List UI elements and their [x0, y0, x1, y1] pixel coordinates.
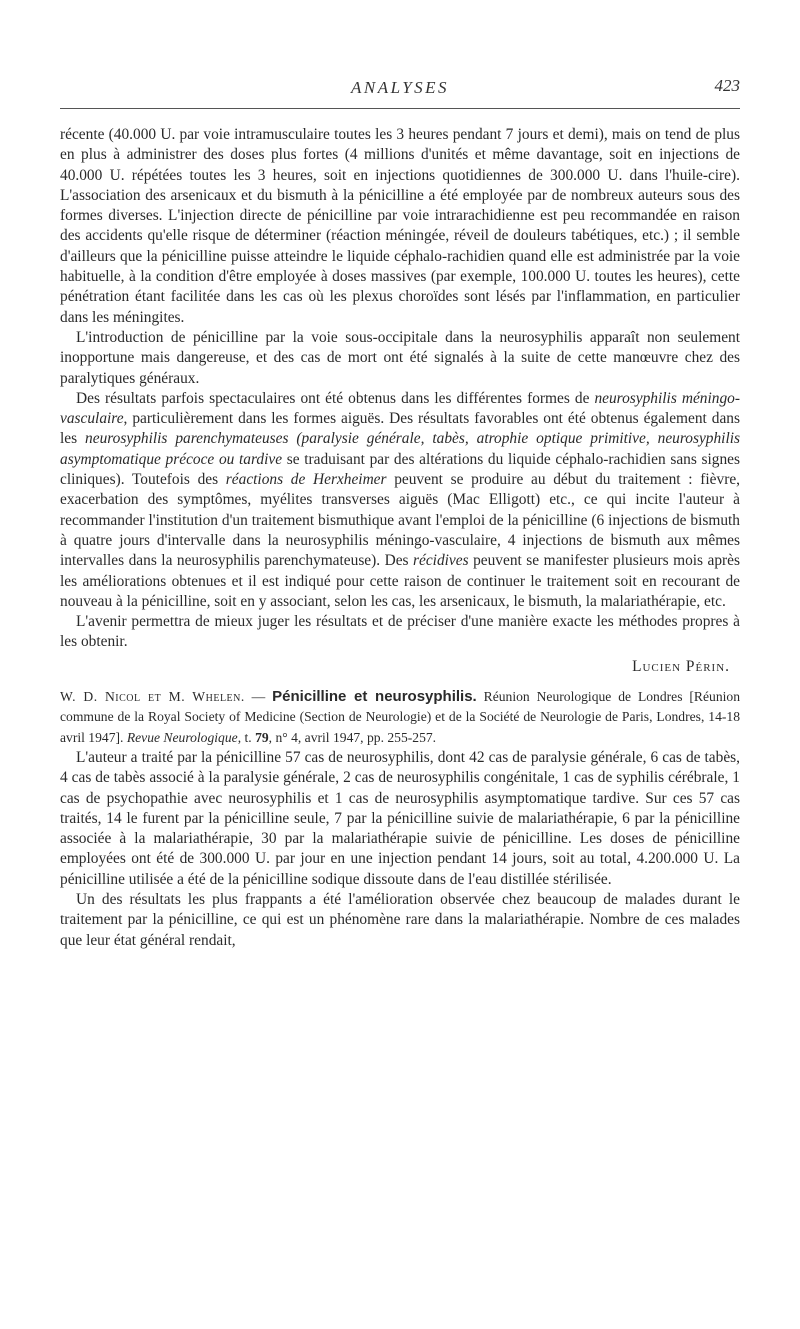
italic-term: récidives: [413, 552, 469, 570]
paragraph: [60, 612, 740, 653]
running-title: ANALYSES: [350, 78, 450, 97]
running-head: [60, 72, 740, 102]
italic-term: réactions de Herxheimer: [225, 471, 387, 489]
paragraph: [60, 748, 740, 890]
text-run: , particulièrement dans les formes aiguës. Des résultats favorables ont été obtenus également dans les: [60, 410, 740, 448]
italic-term: neurosyphilis méningo-vasculaire: [60, 389, 740, 428]
page-number: 423: [714, 76, 740, 95]
reference-authors: W. D. Nicol et M. Whelen.: [60, 689, 245, 705]
paragraph: [60, 890, 740, 951]
author-signature: Lucien Périn.: [632, 657, 730, 675]
italic-term: neurosyphilis parenchymateuses (paralysie générale, tabès, atrophie optique primitive, neurosyphilis asymptomatique précoce ou tardive: [60, 430, 740, 468]
header-rule: [60, 108, 740, 109]
reference-meeting: Réunion Neurologique de Londres [Réunion commune de la Royal Society of Medicine (Section de Neurologie) et de la Société de Neurologie de Paris, Londres, 14-18 avril 1947].: [60, 689, 740, 745]
text-run: récente (40.000 U. par voie intramusculaire toutes les 3 heures pendant 7 jours et demi), mais on tend de plus en plus à administrer des doses plus fortes (4 millions d'unités et même davantage, soit en injections de 40.000 U. répétées toutes les 3 heures, soit en injections quotidiennes de 300.000 U. dans l'huile-cire). L'association des arsenicaux et du bismuth à la pénicilline a été employée par de nombreux auteurs sous des formes diverses. L'injection directe de pénicilline par voie intrarachidienne est peu recommandée en raison des accidents qu'elle risque de déterminer (réaction méningée, réveil de douleurs tabétiques, etc.) ; il semble d'ailleurs que la pénicilline puisse atteindre le liquide céphalo-rachidien quand elle est administrée par la voie habituelle, à la condition d'être employée à doses massives (par exemple, 100.000 U. toutes les heures), cette pénétration étant facilitée dans les cas où les plexus choroïdes sont lésés par l'inflammation, en particulier dans les méningites.: [60, 126, 740, 326]
reference-volume-prefix: , t.: [237, 729, 256, 745]
text-run: se traduisant par des altérations du liquide céphalo-rachidien sans signes cliniques). Toutefois des: [60, 450, 740, 489]
text-run: peuvent se manifester plusieurs mois après les améliorations obtenues et il est indiqué pour cette raison de continuer le traitement soit en recourant de nouveau à la pénicilline, soit en y associant, selon les cas, les arsenicaux, le bismuth, la malariathérapie, etc.: [60, 552, 740, 610]
paragraph: [60, 125, 740, 328]
reference-issue-pages: , n° 4, avril 1947, pp. 255-257.: [268, 729, 437, 745]
reference-dash: —: [244, 689, 273, 705]
text-run: Un des résultats les plus frappants a été l'amélioration observée chez beaucoup de malades durant le traitement par la pénicilline, ce qui est un phénomène rare dans la malariathérapie. Nombre de ces malades que leur état général rendait,: [60, 890, 740, 949]
reference-volume: 79: [255, 729, 269, 745]
text-run: L'auteur a traité par la pénicilline 57 cas de neurosyphilis, dont 42 cas de paralysie générale, 6 cas de tabès, 4 cas de tabès associé à la paralysie générale, 2 cas de neurosyphilis congénitale, 1 cas de syphilis cérébrale, 1 cas de psychopathie avec neurosyphilis et 1 cas de neurosyphilis asymptomatique tardive. Sur ces 57 cas traités, 14 le furent par la pénicilline seule, 7 par la pénicilline suivie de malariathérapie, 6 par la pénicilline associée à la malariathérapie, 30 par la malariathérapie suivie de pénicilline. Les doses de pénicilline employées ont été de 300.000 U. par jour en une injection pendant 14 jours, soit au total, 4.200.000 U. La pénicilline utilisée a été de la pénicilline sodique dissoute dans de l'eau distillée stérilisée.: [60, 748, 740, 888]
reference-title: Pénicilline et neurosyphilis.: [272, 688, 477, 706]
paragraph: [60, 389, 740, 612]
text-run: Des résultats parfois spectaculaires ont été obtenus dans les différentes formes de: [76, 389, 595, 407]
text-run: L'avenir permettra de mieux juger les résultats et de préciser d'une manière exacte les méthodes propres à les obtenir.: [60, 613, 740, 651]
text-run: peuvent se produire au début du traitement : fièvre, exacerbation des symptômes, myélites transverses aiguës (Mac Elligott) etc., ce qui incite l'auteur à recommander l'institution d'un traitement bismuthique avant l'emploi de la pénicilline (6 injections de bismuth à quatre jours d'intervalle dans la neurosyphilis méningo-vasculaire, 4 injections de bismuth aux mêmes intervalles dans la neurosyphilis parenchymateuse). Des: [60, 471, 740, 570]
text-run: L'introduction de pénicilline par la voie sous-occipitale dans la neurosyphilis apparaît non seulement inopportune mais dangereuse, et des cas de mort ont été signalés à la suite de cette manœuvre chez des paralytiques généraux.: [60, 328, 740, 387]
body-text: [60, 125, 740, 951]
paragraph: [60, 328, 740, 389]
reference-journal: Revue Neurologique: [126, 729, 238, 745]
bibliographic-reference: [60, 687, 740, 748]
page: [60, 72, 740, 951]
